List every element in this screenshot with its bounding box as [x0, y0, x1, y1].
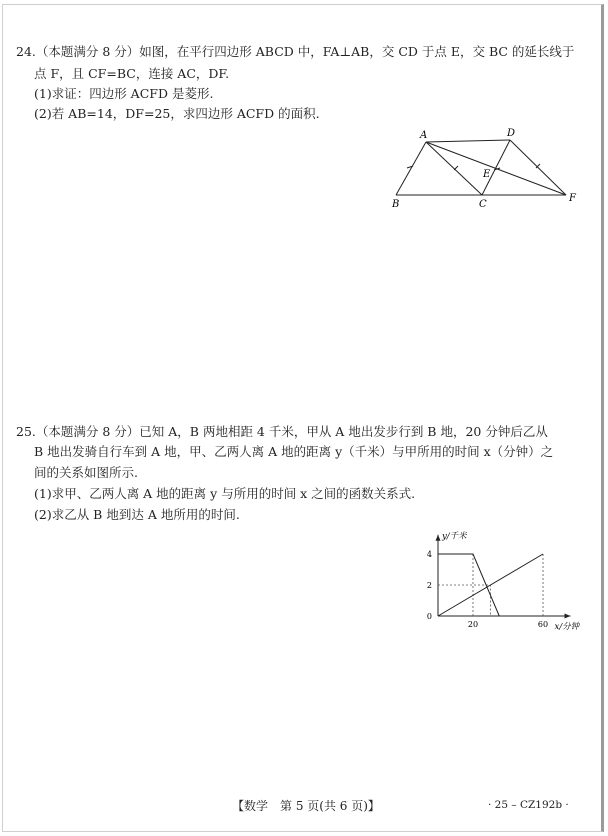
segment-df [510, 140, 566, 195]
tick-ac [454, 166, 458, 170]
segment-ac [426, 142, 482, 195]
segment-dc [482, 140, 510, 195]
footer-page-number: 【数学 第 5 页(共 6 页)】 [232, 799, 380, 813]
label-a: A [420, 130, 428, 141]
x-tick-label-60: 60 [537, 620, 549, 629]
segment-ad [426, 140, 510, 142]
label-f: F [569, 193, 576, 204]
q25-line-1: 25.（本题满分 8 分）已知 A，B 两地相距 4 千米，甲从 A 地出发步行到 B 地，20 分钟后乙从 [16, 424, 548, 439]
q25-line-4: (1)求甲、乙两人离 A 地的距离 y 与所用的时间 x 之间的函数关系式. [34, 486, 416, 501]
segment-ab [396, 142, 426, 195]
q24-line-1: 24.（本题满分 8 分）如图，在平行四边形 ABCD 中，FA⊥AB，交 CD 于点 E，交 BC 的延长线于 [16, 44, 575, 59]
q25-line-5: (2)求乙从 B 地到达 A 地所用的时间. [34, 507, 240, 522]
q24-line-4: (2)若 AB=14，DF=25，求四边形 ACFD 的面积. [34, 106, 320, 121]
x-axis-arrow [565, 614, 571, 619]
q24-line-2: 点 F，且 CF=BC，连接 AC，DF. [34, 66, 230, 81]
series-line-0 [438, 554, 543, 616]
y-axis-arrow [436, 535, 441, 541]
label-c: C [479, 199, 487, 210]
y-axis-label: y/千米 [442, 531, 467, 542]
origin-label: 0 [426, 612, 432, 621]
label-e: E [483, 169, 491, 180]
q25-line-3: 间的关系如图所示. [34, 465, 138, 480]
q24-geometry-figure [380, 126, 590, 211]
y-tick-label-2: 2 [426, 581, 432, 590]
x-axis-label: x/分钟 [554, 622, 580, 632]
q25-distance-time-chart [420, 522, 590, 632]
q24-line-3: (1)求证：四边形 ACFD 是菱形. [34, 86, 214, 101]
segment-af [426, 142, 566, 195]
q25-line-2: B 地出发骑自行车到 A 地，甲、乙两人离 A 地的距离 y（千米）与甲所用的时间 x（分钟）之 [34, 444, 554, 459]
label-d: D [507, 128, 516, 139]
y-tick-label-4: 4 [426, 550, 432, 559]
label-b: B [392, 199, 400, 210]
x-tick-label-20: 20 [467, 620, 479, 629]
footer-code: · 25 – CZ192b · [488, 799, 569, 811]
